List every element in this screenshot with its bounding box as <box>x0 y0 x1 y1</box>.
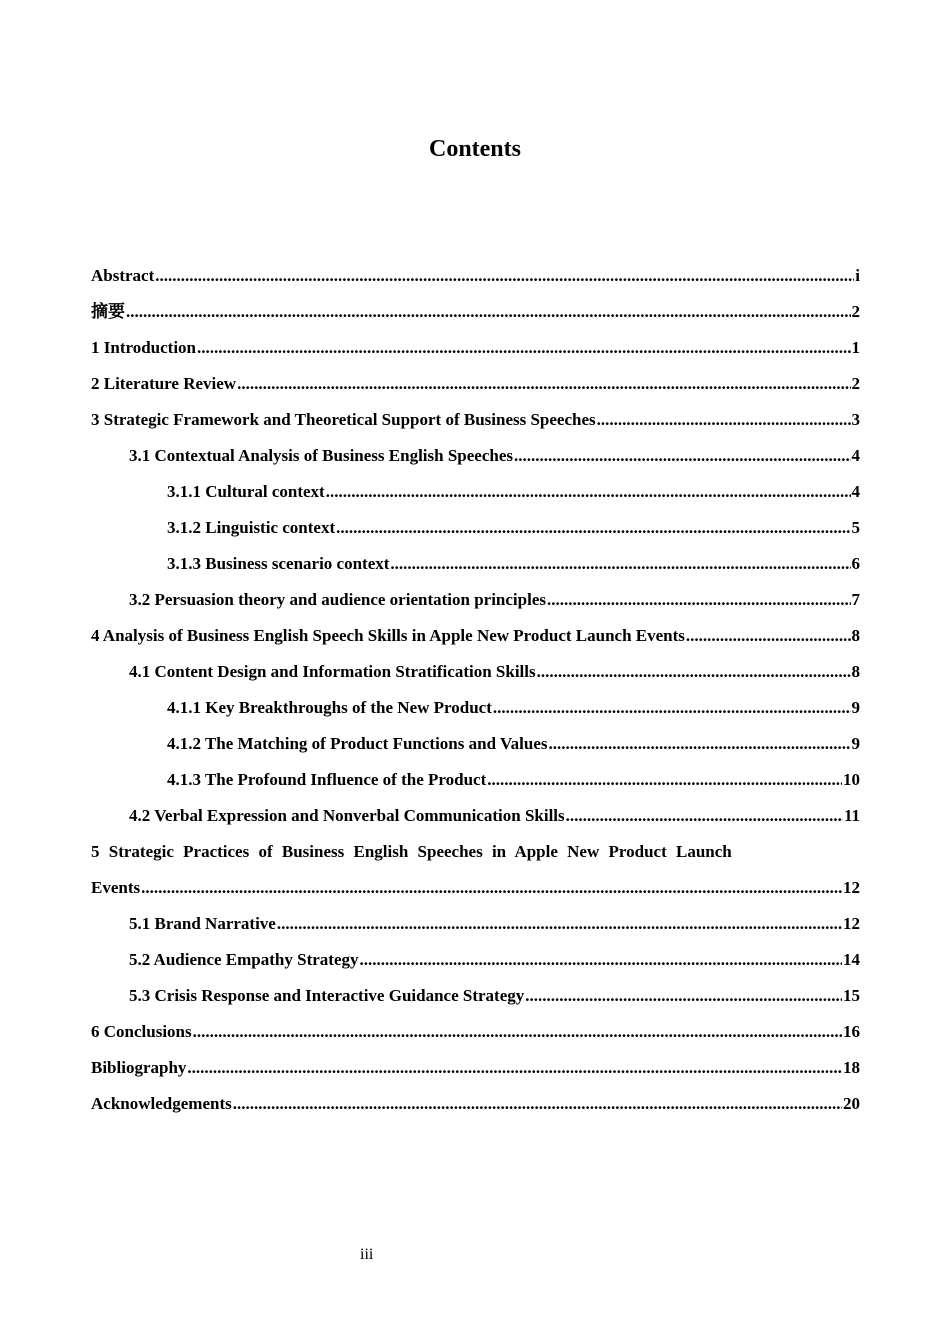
toc-entry-label: 摘要 <box>91 302 125 321</box>
toc-leader-dots <box>596 402 851 438</box>
toc-entry-page: 1 <box>851 338 860 357</box>
toc-entry-label: 4.1.2 The Matching of Product Functions and Values <box>167 734 548 753</box>
toc-entry-label: 3.2 Persuasion theory and audience orientation principles <box>129 590 546 609</box>
toc-entry-3-1-1[interactable] <box>91 474 860 510</box>
toc-entry-label: Bibliography <box>91 1058 187 1077</box>
toc-entry-label: Acknowledgements <box>91 1094 232 1113</box>
toc-leader-dots <box>125 294 851 330</box>
toc-entry-label: 2 Literature Review <box>91 374 237 393</box>
toc-entry-page: 15 <box>843 986 860 1005</box>
toc-entry-label: 3.1.2 Linguistic context <box>167 518 336 537</box>
toc-entry-page: 7 <box>851 590 860 609</box>
toc-entry-3-2[interactable] <box>91 582 860 618</box>
toc-leader-dots <box>565 798 843 834</box>
toc-entry-introduction[interactable] <box>91 330 860 366</box>
toc-entry-label: 1 Introduction <box>91 338 197 357</box>
toc-entry-bibliography[interactable] <box>91 1050 860 1086</box>
toc-leader-dots <box>232 1086 842 1122</box>
toc-entry-page: 2 <box>851 302 860 321</box>
toc-entry-line2 <box>91 870 860 906</box>
toc-leader-dots <box>140 870 842 906</box>
toc-entry-page: i <box>855 266 860 285</box>
toc-entry-label: Abstract <box>91 266 155 285</box>
toc-leader-dots <box>236 366 850 402</box>
toc-leader-dots <box>685 618 851 654</box>
toc-entry-5-3[interactable] <box>91 978 860 1014</box>
toc-entry-page: 2 <box>851 374 860 393</box>
toc-entry-page: 4 <box>851 446 860 465</box>
toc-leader-dots <box>154 258 854 294</box>
toc-entry-3-1[interactable] <box>91 438 860 474</box>
toc-entry-4-1[interactable] <box>91 654 860 690</box>
toc-entry-page: 9 <box>851 734 860 753</box>
toc-leader-dots <box>524 978 842 1014</box>
toc-entry-label: 5.1 Brand Narrative <box>129 914 276 933</box>
toc-entry-page: 5 <box>851 518 860 537</box>
toc-entry-label-line1: 5 Strategic Practices of Business English Speeches in Apple New Product Launch <box>91 842 732 861</box>
toc-entry-abstract[interactable] <box>91 258 860 294</box>
toc-leader-dots <box>492 690 851 726</box>
toc-entry-label: 4.1.3 The Profound Influence of the Product <box>167 770 487 789</box>
toc-leader-dots <box>359 942 843 978</box>
toc-entry-literature-review[interactable] <box>91 366 860 402</box>
toc-entry-label: Events <box>91 878 141 897</box>
toc-entry-page: 9 <box>851 698 860 717</box>
toc-entry-label: 5.2 Audience Empathy Strategy <box>129 950 359 969</box>
toc-entry-5-1[interactable] <box>91 906 860 942</box>
toc-leader-dots <box>389 546 850 582</box>
toc-entry-page: 8 <box>851 626 860 645</box>
toc-entry-page: 12 <box>843 878 860 897</box>
toc-entry-page: 14 <box>843 950 860 969</box>
toc-entry-acknowledgements[interactable] <box>91 1086 860 1122</box>
toc-leader-dots <box>513 438 851 474</box>
toc-entry-label: 3.1.1 Cultural context <box>167 482 325 501</box>
toc-entry-3-1-2[interactable] <box>91 510 860 546</box>
table-of-contents <box>91 258 860 1122</box>
toc-entry-page: 11 <box>843 806 860 825</box>
toc-entry-page: 4 <box>851 482 860 501</box>
toc-entry-chapter-5[interactable] <box>91 834 860 906</box>
page-number: iii <box>360 1246 374 1263</box>
toc-entry-label: 4.2 Verbal Expression and Nonverbal Communication Skills <box>129 806 565 825</box>
toc-leader-dots <box>196 330 850 366</box>
toc-leader-dots <box>486 762 842 798</box>
toc-entry-4-2[interactable] <box>91 798 860 834</box>
toc-entry-page: 6 <box>851 554 860 573</box>
toc-entry-label: 3.1.3 Business scenario context <box>167 554 390 573</box>
toc-entry-page: 10 <box>843 770 860 789</box>
toc-entry-4-1-2[interactable] <box>91 726 860 762</box>
toc-entry-conclusions[interactable] <box>91 1014 860 1050</box>
toc-entry-label: 3.1 Contextual Analysis of Business English Speeches <box>129 446 513 465</box>
toc-entry-label: 5.3 Crisis Response and Interactive Guidance Strategy <box>129 986 525 1005</box>
toc-leader-dots <box>276 906 842 942</box>
toc-leader-dots <box>192 1014 842 1050</box>
toc-entry-label: 4.1.1 Key Breakthroughs of the New Product <box>167 698 492 717</box>
toc-entry-label: 3 Strategic Framework and Theoretical Support of Business Speeches <box>91 410 596 429</box>
toc-entry-chapter-4[interactable] <box>91 618 860 654</box>
toc-entry-chapter-3[interactable] <box>91 402 860 438</box>
toc-entry-page: 3 <box>851 410 860 429</box>
toc-entry-5-2[interactable] <box>91 942 860 978</box>
toc-entry-label: 4.1 Content Design and Information Stratification Skills <box>129 662 536 681</box>
toc-leader-dots <box>548 726 851 762</box>
toc-leader-dots <box>546 582 851 618</box>
toc-entry-label: 4 Analysis of Business English Speech Skills in Apple New Product Launch Events <box>91 626 685 645</box>
toc-entry-4-1-3[interactable] <box>91 762 860 798</box>
toc-entry-4-1-1[interactable] <box>91 690 860 726</box>
toc-entry-page: 20 <box>843 1094 860 1113</box>
toc-entry-label: 6 Conclusions <box>91 1022 192 1041</box>
page-title: Contents <box>428 136 521 162</box>
toc-leader-dots <box>325 474 851 510</box>
toc-entry-page: 12 <box>843 914 860 933</box>
toc-entry-3-1-3[interactable] <box>91 546 860 582</box>
toc-entry-page: 16 <box>843 1022 860 1041</box>
toc-entry-page: 18 <box>843 1058 860 1077</box>
toc-leader-dots <box>335 510 850 546</box>
toc-leader-dots <box>536 654 851 690</box>
toc-entry-chinese-abstract[interactable] <box>91 294 860 330</box>
toc-entry-page: 8 <box>851 662 860 681</box>
toc-leader-dots <box>186 1050 842 1086</box>
